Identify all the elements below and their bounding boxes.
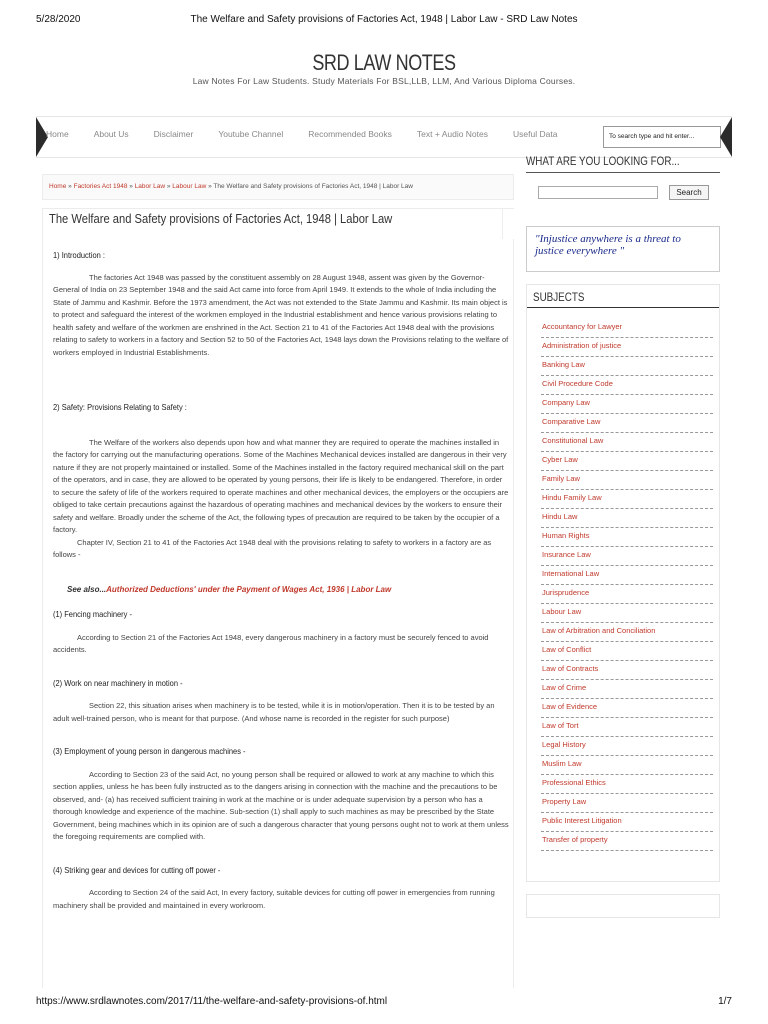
- print-page-number: 1/7: [718, 996, 732, 1007]
- breadcrumb-separator: »: [129, 183, 133, 190]
- subject-link[interactable]: Law of Crime: [541, 680, 713, 699]
- subject-link[interactable]: Law of Tort: [541, 718, 713, 737]
- breadcrumb-separator: »: [68, 183, 72, 190]
- subjects-widget-title: SUBJECTS: [533, 290, 585, 304]
- sidebar-search: [538, 185, 720, 200]
- section-heading-safety: 2) Safety: Provisions Relating to Safety :: [53, 402, 187, 412]
- subheading-work-near-machinery: (2) Work on near machinery in motion -: [53, 677, 183, 688]
- subheading-young-persons: (3) Employment of young person in dangerous machines -: [53, 746, 246, 756]
- see-also-prefix: See also...: [67, 584, 107, 594]
- subject-link[interactable]: Law of Arbitration and Conciliation: [541, 623, 713, 642]
- breadcrumb-separator: »: [208, 183, 212, 190]
- breadcrumb-current: The Welfare and Safety provisions of Factories Act, 1948 | Labor Law: [213, 183, 413, 190]
- subject-link[interactable]: Labour Law: [541, 604, 713, 623]
- subject-link[interactable]: Family Law: [541, 471, 713, 490]
- breadcrumb-home[interactable]: Home: [49, 183, 67, 190]
- paragraph-fencing-machinery: According to Section 21 of the Factories Act 1948, every dangerous machinery in a factory must be securely fenced to avoid accidents.: [53, 632, 489, 654]
- nav-menu: [46, 129, 582, 139]
- subject-link[interactable]: Legal History: [541, 737, 713, 756]
- nav-item-disclaimer[interactable]: Disclaimer: [153, 129, 194, 139]
- main-navigation: [36, 116, 732, 158]
- subject-link[interactable]: Banking Law: [541, 357, 713, 376]
- paragraph-young-persons: According to Section 23 of the said Act, no young person shall be required or allowed to work at any machine to which this section applies, unless he has been fully instructed as to the dangers arising in connection with the machine and the precautions to be observed, and- (a) has received sufficient training in work at the machine or is under adequate supervision by a person who has a thorough knowledge and experience of the machine. Sub-section (1) shall apply to such machines as may be prescribed by the State Government, being machines which in its opinion are of such a dangerous character that young persons ought not to work at them unless the foregoing requirements are complied with.: [53, 769, 509, 841]
- nav-item-text-audio-notes[interactable]: Text + Audio Notes: [416, 129, 489, 139]
- subject-link[interactable]: Transfer of property: [541, 832, 713, 851]
- subject-link[interactable]: Constitutional Law: [541, 433, 713, 452]
- sidebar-search-button[interactable]: Search: [669, 185, 709, 200]
- subject-link[interactable]: Muslim Law: [541, 756, 713, 775]
- subject-link[interactable]: Administration of justice: [541, 338, 713, 357]
- subject-link[interactable]: Hindu Law: [541, 509, 713, 528]
- sidebar-search-input[interactable]: [538, 186, 658, 199]
- print-url: https://www.srdlawnotes.com/2017/11/the-welfare-and-safety-provisions-of.html: [36, 996, 388, 1007]
- subject-link[interactable]: Hindu Family Law: [541, 490, 713, 509]
- nav-item-home[interactable]: Home: [46, 129, 69, 139]
- print-header: [36, 14, 732, 28]
- paragraph-striking-gear: According to Section 24 of the said Act, In every factory, suitable devices for cutting off power in emergencies from running machinery shall be provided and maintained in every workroom.: [53, 888, 495, 910]
- subheading-fencing-machinery: (1) Fencing machinery -: [53, 609, 132, 619]
- subject-link[interactable]: International Law: [541, 566, 713, 585]
- subject-link[interactable]: Comparative Law: [541, 414, 713, 433]
- nav-search-input[interactable]: To search type and hit enter...: [603, 126, 721, 148]
- breadcrumb-separator: »: [166, 183, 171, 190]
- see-also: [53, 584, 509, 597]
- breadcrumb: [42, 174, 514, 200]
- breadcrumb-labour-law[interactable]: Labour Law: [172, 183, 207, 190]
- nav-right-arrow-icon: [720, 117, 732, 157]
- nav-item-youtube-channel[interactable]: Youtube Channel: [218, 129, 284, 139]
- post-body: [53, 237, 509, 912]
- nav-item-about-us[interactable]: About Us: [93, 129, 129, 139]
- post-title-notch: [502, 209, 514, 239]
- sidebar-empty-widget: [526, 894, 720, 918]
- breadcrumb-labor-law[interactable]: Labor Law: [134, 183, 166, 190]
- section-heading-introduction: 1) Introduction :: [53, 250, 105, 260]
- subjects-widget-divider: [527, 307, 719, 308]
- subject-link[interactable]: Property Law: [541, 794, 713, 813]
- site-tagline: Law Notes For Law Students. Study Materials For BSL,LLB, LLM, And Various Diploma Courses.: [192, 76, 576, 86]
- search-widget-title: WHAT ARE YOU LOOKING FOR...: [526, 154, 680, 168]
- print-doc-title: The Welfare and Safety provisions of Factories Act, 1948 | Labor Law - SRD Law Notes: [190, 14, 578, 25]
- subject-link[interactable]: Cyber Law: [541, 452, 713, 471]
- quote-box: "Injustice anywhere is a threat to justice everywhere ": [526, 226, 720, 272]
- subject-link[interactable]: Professional Ethics: [541, 775, 713, 794]
- subject-list: [541, 319, 713, 851]
- see-also-link[interactable]: Authorized Deductions' under the Payment of Wages Act, 1936 | Labor Law: [106, 584, 392, 594]
- nav-item-useful-data[interactable]: Useful Data: [513, 129, 558, 139]
- subjects-widget: [526, 284, 720, 882]
- subject-link[interactable]: Insurance Law: [541, 547, 713, 566]
- paragraph-work-near-machinery: Section 22, this situation arises when machinery is to be tested, while it is in motion/operation. Then it is to be tested by an adult well-trained person, who is meant for that purpose. (And whose name is recorded in the register for such purpose): [53, 701, 495, 723]
- sidebar: [526, 154, 720, 844]
- paragraph-chapter-iv: Chapter IV, Section 21 to 41 of the Factories Act 1948 deal with the provisions relating to safety to workers in a factory are as follows -: [53, 537, 492, 559]
- subject-link[interactable]: Law of Evidence: [541, 699, 713, 718]
- subject-link[interactable]: Civil Procedure Code: [541, 376, 713, 395]
- subject-link[interactable]: Human Rights: [541, 528, 713, 547]
- breadcrumb-factories-act[interactable]: Factories Act 1948: [73, 183, 128, 190]
- post-title: The Welfare and Safety provisions of Factories Act, 1948 | Labor Law: [49, 211, 393, 226]
- print-date: 5/28/2020: [36, 14, 81, 25]
- site-title[interactable]: SRD LAW NOTES: [312, 50, 456, 75]
- subject-link[interactable]: Company Law: [541, 395, 713, 414]
- paragraph-introduction: The factories Act 1948 was passed by the constituent assembly on 28 August 1948, assent was given by the Governor-General of India on 23 September 1948 and the said Act came into force from April 1949. It extends to the whole of India including the State of Jammu and Kashmir. Before the 1973 amendment, the Act was not extended to the State Jammu and Kashmir. Its main object is to protect and safeguard the interest of the workmen employed in the Industrial establishment and hence various provisions relating to health safety and welfare of the workmen are enshrined in the Act. Section 21 to 41 of the Factories Act 1948 deal with the provisions relating to safety to workers in a factory and Section 52 to 50 of the Factories Act, 1948 lays down the Provisions relating to the welfare of workers employed in Industrial Establishments.: [53, 272, 509, 357]
- subject-link[interactable]: Accountancy for Lawyer: [541, 319, 713, 338]
- subject-link[interactable]: Public Interest Litigation: [541, 813, 713, 832]
- search-widget-divider: [526, 172, 720, 173]
- subject-link[interactable]: Jurisprudence: [541, 585, 713, 604]
- subheading-striking-gear: (4) Striking gear and devices for cutting off power -: [53, 864, 221, 875]
- web-page: [36, 36, 732, 988]
- subject-link[interactable]: Law of Conflict: [541, 642, 713, 661]
- paragraph-safety: The Welfare of the workers also depends upon how and what manner they are required to operate the machines installed in the factory for carrying out the manufacturing operations. Some of the Machines Mechanical devices installed are dangerous in their very nature if they are not properly maintained or installed. Some of the Machines installed in the factory required mechanical skill on the part of the operators, and in case, they are allowed to be operated by young persons, their life is likely to be endangered. Therefore, in order to secure the safety of life of the workers required to operate machines and other mechanical devices, the employers or the occupiers are obliged to take certain precautions against the hazardous of operating machines and mechanical devices by the workers to ensure their safety and welfare. Broadly under the scheme of the Act, the following types of precaution are required to be taken by the occupier of a factory.: [53, 437, 509, 534]
- print-footer: [36, 996, 732, 1010]
- nav-item-recommended-books[interactable]: Recommended Books: [308, 129, 392, 139]
- subject-link[interactable]: Law of Contracts: [541, 661, 713, 680]
- post-article: [42, 208, 514, 988]
